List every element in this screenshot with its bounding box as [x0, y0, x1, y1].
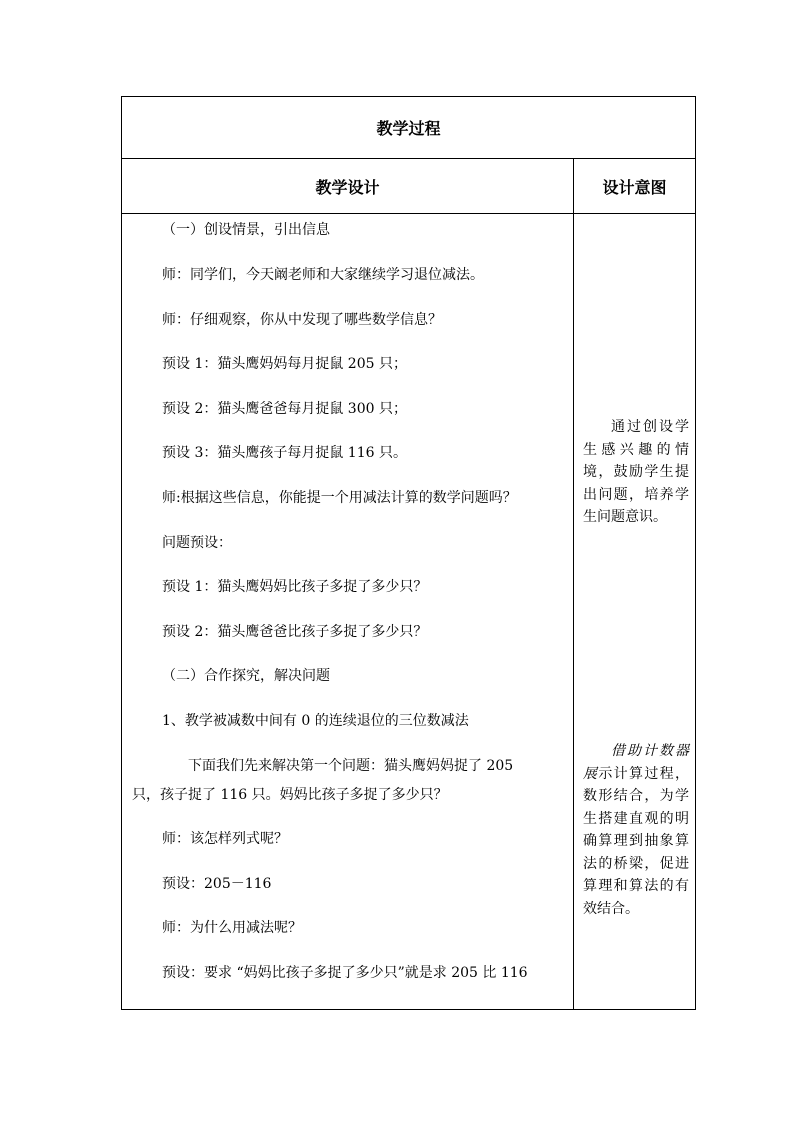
paragraph-line: 只，孩子捉了 116 只。妈妈比孩子多捉了多少只？ — [132, 787, 448, 803]
dialogue-line: 师：该怎样列式呢？ — [162, 831, 288, 847]
intent-note-2-italic: 借助计数器展 — [583, 743, 689, 782]
design-intent-cell — [574, 214, 695, 1009]
table-title: 教学过程 — [122, 97, 695, 159]
preset-line: 预设：要求 “妈妈比孩子多捉了多少只”就是求 205 比 116 — [162, 965, 528, 981]
table-header-row — [122, 159, 695, 214]
preset-line: 预设 1：猫头鹰妈妈每月捉鼠 205 只； — [162, 356, 407, 372]
preset-line: 预设 3：猫头鹰孩子每月捉鼠 116 只。 — [162, 445, 407, 461]
preset-line: 预设 2：猫头鹰爸爸每月捉鼠 300 只； — [162, 401, 407, 417]
teaching-design-cell — [122, 214, 574, 1009]
dialogue-line: 问题预设： — [162, 535, 232, 551]
dialogue-line: 师：同学们，今天阚老师和大家继续学习退位减法。 — [162, 267, 484, 283]
paragraph-line: 下面我们先来解决第一个问题：猫头鹰妈妈捉了 205 — [188, 758, 514, 774]
dialogue-line: 师:根据这些信息，你能提一个用减法计算的数学问题吗？ — [162, 490, 517, 506]
preset-line: 预设 2：猫头鹰爸爸比孩子多捉了多少只？ — [162, 624, 428, 640]
preset-line: 预设 1：猫头鹰妈妈比孩子多捉了多少只？ — [162, 579, 428, 595]
header-design-intent: 设计意图 — [602, 177, 667, 197]
preset-line: 预设：205－116 — [162, 876, 272, 892]
section-heading-1: （一）创设情景，引出信息 — [162, 222, 330, 238]
intent-note-2 — [583, 740, 689, 920]
header-teaching-design: 教学设计 — [122, 159, 574, 213]
section-heading-2: （二）合作探究，解决问题 — [162, 668, 330, 684]
intent-note-1: 通过创设学生感兴趣的情境，鼓励学生提出问题，培养学生问题意识。 — [583, 419, 689, 525]
lesson-table — [121, 96, 696, 1010]
subsection-heading: 1、教学被减数中间有 0 的连续退位的三位数减法 — [162, 713, 469, 729]
dialogue-line: 师：为什么用减法呢？ — [162, 920, 302, 936]
dialogue-line: 师：仔细观察，你从中发现了哪些数学信息？ — [162, 312, 442, 328]
intent-note-2-rest: 示计算过程，数形结合，为学生搭建直观的明确算理到抽象算法的桥梁，促进算理和算法的有效结合。 — [583, 765, 690, 917]
